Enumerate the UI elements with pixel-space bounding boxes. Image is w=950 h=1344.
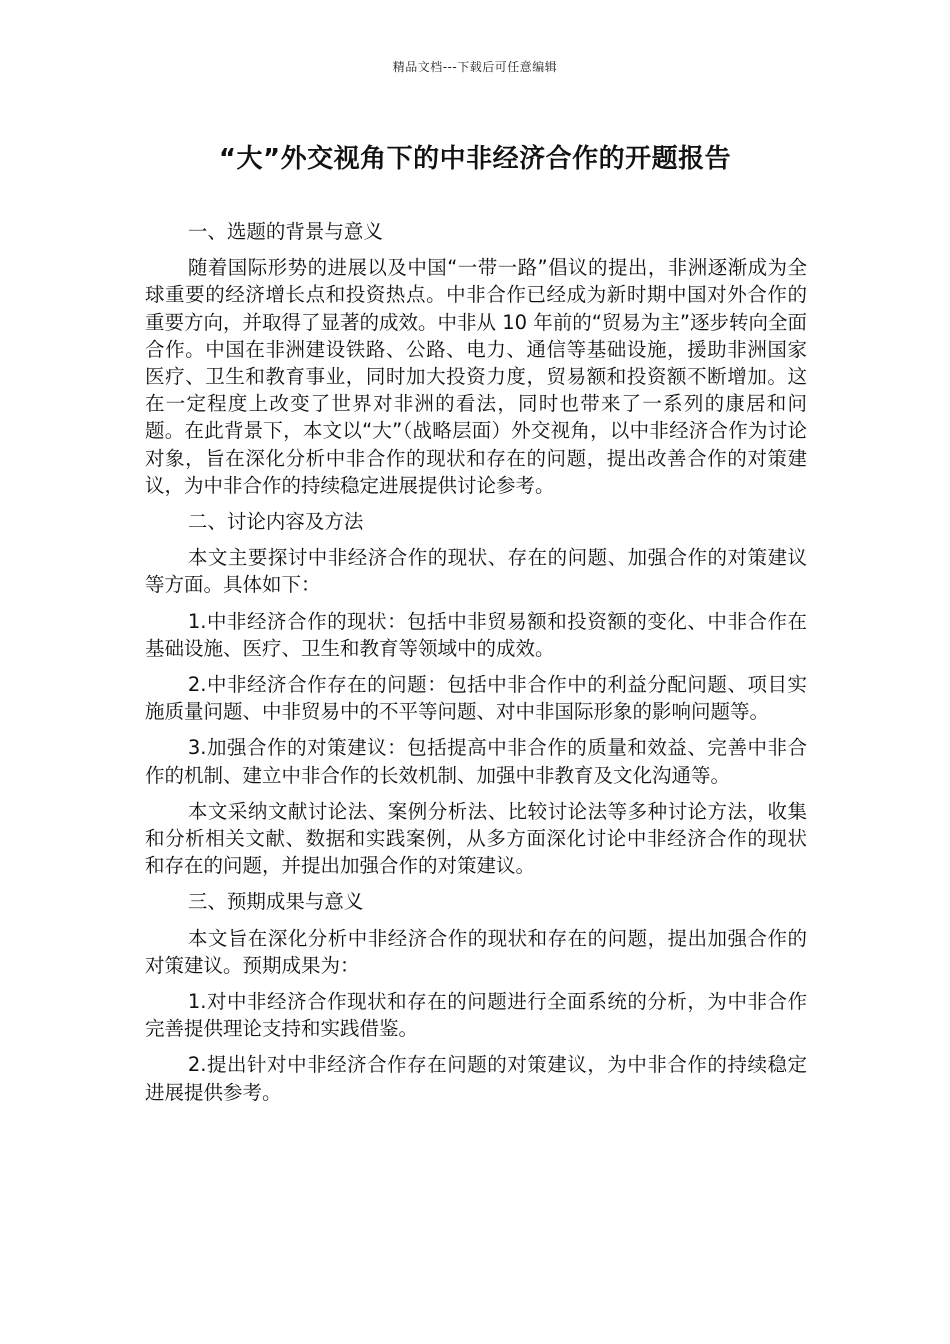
header-note: 精品文档---下载后可任意编辑 <box>392 60 558 74</box>
paragraph-expected-intro: 本文旨在深化分析中非经济合作的现状和存在的问题，提出加强合作的对策建议。预期成果为： <box>145 926 807 977</box>
document-title: “大”外交视角下的中非经济合作的开题报告 <box>218 144 732 174</box>
paragraph-methods: 本文采纳文献讨论法、案例分析法、比较讨论法等多种讨论方法，收集和分析相关文献、数据和实践案例，从多方面深化讨论中非经济合作的现状和存在的问题，并提出加强合作的对策建议。 <box>145 799 807 878</box>
paragraph-content-intro: 本文主要探讨中非经济合作的现状、存在的问题、加强合作的对策建议等方面。具体如下： <box>145 546 807 597</box>
paragraph-background: 随着国际形势的进展以及中国“一带一路”倡议的提出，非洲逐渐成为全球重要的经济增长点和投资热点。中非合作已经成为新时期中国对外合作的重要方向，并取得了显著的成效。中非从 10 年前的“贸易为主”逐步转向全面合作。中国在非洲建设铁路、公路、电力、通信等基础设施，援助非洲国家医疗、卫生和教育事业，同时加大投资力度，贸易额和投资额不断增加。这在一定程度上改变了世界对非洲的看法，同时也带来了一系列的康居和问题。在此背景下，本文以“大”（战略层面）外交视角，以中非经济合作为讨论对象，旨在深化分析中非合作的现状和存在的问题，提出改善合作的对策建议，为中非合作的持续稳定进展提供讨论参考。 <box>145 256 807 497</box>
list-item-suggestions: 3.加强合作的对策建议：包括提高中非合作的质量和效益、完善中非合作的机制、建立中非合作的长效机制、加强中非教育及文化沟通等。 <box>145 736 807 787</box>
list-item-status: 1.中非经济合作的现状：包括中非贸易额和投资额的变化、中非合作在基础设施、医疗、卫生和教育等领域中的成效。 <box>145 609 807 660</box>
list-item-problems: 2.中非经济合作存在的问题：包括中非合作中的利益分配问题、项目实施质量问题、中非贸易中的不平等问题、对中非国际形象的影响问题等。 <box>145 673 807 724</box>
section-heading-expected-results: 三、预期成果与意义 <box>187 890 364 914</box>
section-heading-content-methods: 二、讨论内容及方法 <box>187 510 364 534</box>
section-heading-background: 一、选题的背景与意义 <box>187 220 383 243</box>
list-item-result-2: 2.提出针对中非经济合作存在问题的对策建议，为中非合作的持续稳定进展提供参考。 <box>145 1053 807 1104</box>
list-item-result-1: 1.对中非经济合作现状和存在的问题进行全面系统的分析，为中非合作完善提供理论支持和实践借鉴。 <box>145 990 807 1041</box>
document-body <box>145 218 807 1115</box>
